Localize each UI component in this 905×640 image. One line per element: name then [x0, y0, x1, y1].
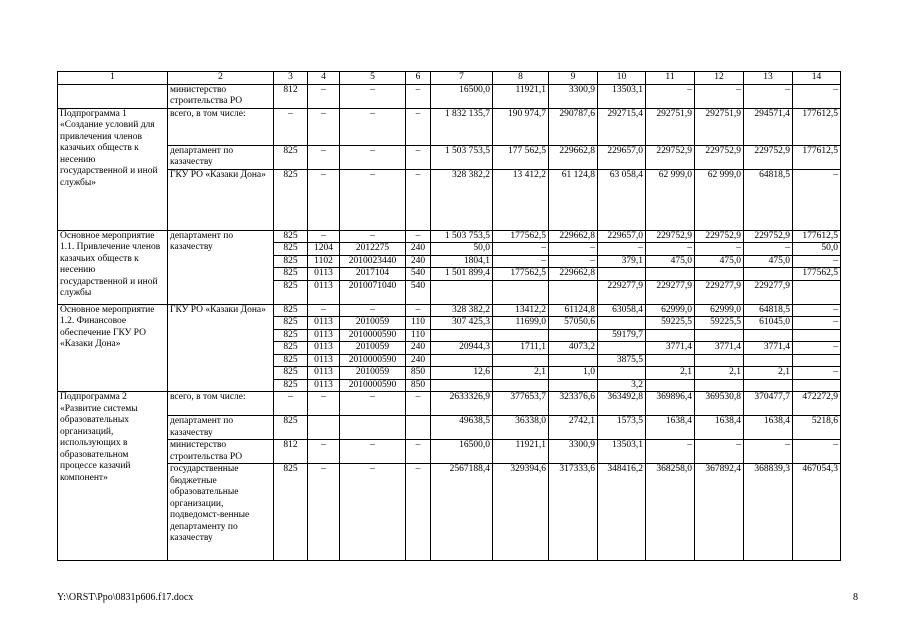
amount-cell: –	[646, 243, 695, 256]
amount-cell: 13503,1	[598, 440, 646, 464]
amount-cell: 177612,5	[793, 145, 841, 169]
code-cell: 2010059	[340, 367, 406, 380]
col-header: 9	[549, 72, 598, 85]
amount-cell: –	[493, 243, 549, 256]
amount-cell: 368258,0	[646, 464, 695, 561]
code-cell: 825	[274, 255, 308, 268]
amount-cell	[793, 280, 841, 304]
table-row	[58, 304, 841, 317]
amount-cell	[646, 379, 695, 392]
amount-cell: –	[646, 84, 695, 108]
code-cell: –	[274, 392, 308, 416]
amount-cell: 367892,4	[695, 464, 744, 561]
amount-cell: 475,0	[695, 255, 744, 268]
amount-cell	[431, 354, 493, 367]
amount-cell: 229662,8	[549, 230, 598, 243]
amount-cell: 2,1	[695, 367, 744, 380]
amount-cell: 177612,5	[793, 230, 841, 243]
amount-cell: 229752,9	[646, 145, 695, 169]
amount-cell: –	[695, 243, 744, 256]
code-cell: 0113	[308, 317, 340, 330]
program-name-cell: Подпрограмма 2 «Развитие системы образовательных организаций, использующих в образовательном процессе казачий компонент»	[58, 392, 168, 561]
amount-cell	[744, 379, 793, 392]
code-cell: –	[340, 304, 406, 317]
amount-cell: 16500,0	[431, 84, 493, 108]
amount-cell: 3,2	[598, 379, 646, 392]
amount-cell: 370477,7	[744, 392, 793, 416]
amount-cell: –	[793, 169, 841, 230]
amount-cell: 379,1	[598, 255, 646, 268]
amount-cell: 13 412,2	[493, 169, 549, 230]
amount-cell: 229752,9	[646, 230, 695, 243]
amount-cell: 59225,5	[646, 317, 695, 330]
amount-cell: –	[744, 84, 793, 108]
amount-cell: 13503,1	[598, 84, 646, 108]
code-cell: 540	[406, 280, 431, 304]
amount-cell: 229277,9	[598, 280, 646, 304]
amount-cell: 1 503 753,5	[431, 230, 493, 243]
amount-cell: 5218,6	[793, 416, 841, 440]
amount-cell: 62999,0	[646, 304, 695, 317]
amount-cell: 229277,9	[744, 280, 793, 304]
amount-cell: 1 503 753,5	[431, 145, 493, 169]
code-cell: 2010000590	[340, 329, 406, 342]
amount-cell: 3771,4	[695, 342, 744, 355]
amount-cell: 290787,6	[549, 108, 598, 145]
amount-cell	[695, 268, 744, 281]
col-header: 14	[793, 72, 841, 85]
code-cell: 0113	[308, 329, 340, 342]
amount-cell: 229752,9	[695, 145, 744, 169]
amount-cell: –	[598, 243, 646, 256]
code-cell: 825	[274, 268, 308, 281]
amount-cell: 229277,9	[646, 280, 695, 304]
amount-cell	[695, 379, 744, 392]
amount-cell: –	[493, 255, 549, 268]
amount-cell: 177562,5	[793, 268, 841, 281]
footer-file-path: Y:\ORST\Ppo\0831p606.f17.docx	[57, 592, 194, 603]
amount-cell: 292715,4	[598, 108, 646, 145]
amount-cell: 229657,0	[598, 145, 646, 169]
amount-cell: 329394,6	[493, 464, 549, 561]
table-row	[58, 84, 841, 108]
executor-cell: департамент по казачеству	[168, 145, 274, 169]
executor-cell: департамент по казачеству	[168, 230, 274, 304]
amount-cell: 13412,2	[493, 304, 549, 317]
code-cell: 2010059	[340, 317, 406, 330]
amount-cell: 307 425,3	[431, 317, 493, 330]
amount-cell	[549, 329, 598, 342]
code-cell: 825	[274, 243, 308, 256]
amount-cell	[493, 329, 549, 342]
amount-cell: 348416,2	[598, 464, 646, 561]
amount-cell: 1638,4	[744, 416, 793, 440]
amount-cell: 62 999,0	[695, 169, 744, 230]
amount-cell: –	[793, 255, 841, 268]
amount-cell: 11921,1	[493, 440, 549, 464]
amount-cell: 177562,5	[493, 268, 549, 281]
amount-cell	[646, 354, 695, 367]
amount-cell: 1 832 135,7	[431, 108, 493, 145]
code-cell: –	[406, 304, 431, 317]
amount-cell	[793, 379, 841, 392]
amount-cell: 1711,1	[493, 342, 549, 355]
code-cell: –	[340, 108, 406, 145]
table-row	[58, 169, 841, 230]
code-cell: 825	[274, 342, 308, 355]
amount-cell: 377653,7	[493, 392, 549, 416]
code-cell: –	[406, 392, 431, 416]
amount-cell: –	[695, 84, 744, 108]
amount-cell: 2,1	[493, 367, 549, 380]
amount-cell	[549, 379, 598, 392]
code-cell	[406, 416, 431, 440]
code-cell: 2010000590	[340, 354, 406, 367]
code-cell: –	[308, 464, 340, 561]
code-cell: –	[308, 304, 340, 317]
code-cell: 825	[274, 280, 308, 304]
amount-cell: –	[549, 243, 598, 256]
code-cell: 825	[274, 464, 308, 561]
amount-cell: –	[793, 84, 841, 108]
amount-cell: –	[646, 440, 695, 464]
amount-cell: 229752,9	[695, 230, 744, 243]
amount-cell: 50,0	[793, 243, 841, 256]
amount-cell: 369896,4	[646, 392, 695, 416]
table-body	[58, 72, 841, 561]
code-cell: 110	[406, 317, 431, 330]
code-cell: 812	[274, 84, 308, 108]
amount-cell: 229752,9	[744, 145, 793, 169]
amount-cell: 1 501 899,4	[431, 268, 493, 281]
col-header: 8	[493, 72, 549, 85]
amount-cell: 317333,6	[549, 464, 598, 561]
header-row	[58, 72, 841, 85]
amount-cell: 475,0	[646, 255, 695, 268]
amount-cell: 1573,5	[598, 416, 646, 440]
amount-cell	[744, 268, 793, 281]
amount-cell	[793, 354, 841, 367]
amount-cell: 3771,4	[744, 342, 793, 355]
code-cell: 0113	[308, 280, 340, 304]
table-row	[58, 230, 841, 243]
col-header: 4	[308, 72, 340, 85]
amount-cell	[493, 280, 549, 304]
amount-cell	[695, 354, 744, 367]
code-cell: 850	[406, 379, 431, 392]
col-header: 7	[431, 72, 493, 85]
program-name-cell: Основное мероприятие 1.1. Привлечение членов казачьих обществ к несению государственной и иной службы	[58, 230, 168, 304]
program-name-cell: Основное мероприятие 1.2. Финансовое обеспечение ГКУ РО «Казаки Дона»	[58, 304, 168, 392]
col-header: 6	[406, 72, 431, 85]
amount-cell: 1638,4	[695, 416, 744, 440]
code-cell: –	[340, 230, 406, 243]
amount-cell: 63 058,4	[598, 169, 646, 230]
executor-cell: ГКУ РО «Казаки Дона»	[168, 169, 274, 230]
code-cell: 825	[274, 230, 308, 243]
amount-cell: 229662,8	[549, 268, 598, 281]
code-cell: –	[406, 145, 431, 169]
code-cell: 0113	[308, 354, 340, 367]
amount-cell: 229657,0	[598, 230, 646, 243]
amount-cell	[431, 329, 493, 342]
amount-cell	[431, 379, 493, 392]
col-header: 1	[58, 72, 168, 85]
amount-cell: 467054,3	[793, 464, 841, 561]
amount-cell: 3875,5	[598, 354, 646, 367]
code-cell: 850	[406, 367, 431, 380]
amount-cell	[549, 354, 598, 367]
amount-cell: –	[793, 440, 841, 464]
amount-cell	[598, 367, 646, 380]
code-cell: –	[406, 108, 431, 145]
code-cell: –	[406, 84, 431, 108]
amount-cell: 323376,6	[549, 392, 598, 416]
amount-cell: 2742,1	[549, 416, 598, 440]
code-cell: –	[340, 464, 406, 561]
amount-cell: 328 382,2	[431, 169, 493, 230]
code-cell: 0113	[308, 367, 340, 380]
executor-cell: министерство строительства РО	[168, 84, 274, 108]
amount-cell: 59179,7	[598, 329, 646, 342]
code-cell: 825	[274, 329, 308, 342]
code-cell: 240	[406, 354, 431, 367]
code-cell: –	[406, 440, 431, 464]
amount-cell: –	[793, 342, 841, 355]
amount-cell: 177612,5	[793, 108, 841, 145]
amount-cell: 229277,9	[695, 280, 744, 304]
amount-cell: 3771,4	[646, 342, 695, 355]
amount-cell: 64818,5	[744, 304, 793, 317]
amount-cell: 1804,1	[431, 255, 493, 268]
code-cell: 0113	[308, 379, 340, 392]
code-cell: –	[406, 169, 431, 230]
code-cell: –	[308, 108, 340, 145]
amount-cell	[793, 329, 841, 342]
amount-cell: 190 974,7	[493, 108, 549, 145]
amount-cell: 1,0	[549, 367, 598, 380]
code-cell: 825	[274, 379, 308, 392]
amount-cell: 2,1	[646, 367, 695, 380]
col-header: 3	[274, 72, 308, 85]
amount-cell	[598, 342, 646, 355]
amount-cell	[598, 317, 646, 330]
amount-cell: 292751,9	[646, 108, 695, 145]
code-cell: 2010059	[340, 342, 406, 355]
amount-cell: –	[695, 440, 744, 464]
code-cell: 240	[406, 243, 431, 256]
code-cell: 825	[274, 317, 308, 330]
code-cell: 812	[274, 440, 308, 464]
code-cell: 0113	[308, 342, 340, 355]
code-cell: –	[308, 230, 340, 243]
executor-cell: департамент по казачеству	[168, 416, 274, 440]
col-header: 12	[695, 72, 744, 85]
amount-cell: 369530,8	[695, 392, 744, 416]
code-cell: –	[308, 169, 340, 230]
code-cell: –	[308, 392, 340, 416]
amount-cell: 12,6	[431, 367, 493, 380]
code-cell: –	[340, 84, 406, 108]
amount-cell: 1638,4	[646, 416, 695, 440]
amount-cell: 363492,8	[598, 392, 646, 416]
amount-cell: 368839,3	[744, 464, 793, 561]
code-cell: 825	[274, 145, 308, 169]
amount-cell: 2633326,9	[431, 392, 493, 416]
code-cell: 240	[406, 342, 431, 355]
program-name-cell: Подпрограмма 1 «Создание условий для привлечения членов казачьих обществ к несению государственной и иной службы»	[58, 108, 168, 230]
amount-cell: 3300,9	[549, 440, 598, 464]
code-cell: 540	[406, 268, 431, 281]
amount-cell: 177562,5	[493, 230, 549, 243]
amount-cell: 61124,8	[549, 304, 598, 317]
code-cell: –	[406, 230, 431, 243]
amount-cell: –	[793, 317, 841, 330]
amount-cell	[646, 268, 695, 281]
code-cell: 825	[274, 416, 308, 440]
code-cell: –	[274, 108, 308, 145]
code-cell: –	[340, 169, 406, 230]
code-cell: 1204	[308, 243, 340, 256]
code-cell: –	[308, 84, 340, 108]
code-cell: 0113	[308, 268, 340, 281]
amount-cell: 292751,9	[695, 108, 744, 145]
amount-cell: 229752,9	[744, 230, 793, 243]
program-name-cell	[58, 84, 168, 108]
code-cell: 2012275	[340, 243, 406, 256]
col-header: 5	[340, 72, 406, 85]
code-cell: 2010023440	[340, 255, 406, 268]
code-cell: –	[308, 145, 340, 169]
amount-cell: 2567188,4	[431, 464, 493, 561]
amount-cell: 328 382,2	[431, 304, 493, 317]
amount-cell: 49638,5	[431, 416, 493, 440]
amount-cell: –	[744, 243, 793, 256]
amount-cell: 4073,2	[549, 342, 598, 355]
amount-cell	[744, 354, 793, 367]
code-cell: –	[340, 145, 406, 169]
col-header: 11	[646, 72, 695, 85]
code-cell: 110	[406, 329, 431, 342]
col-header: 10	[598, 72, 646, 85]
amount-cell: 2,1	[744, 367, 793, 380]
code-cell: 2010000590	[340, 379, 406, 392]
code-cell: 240	[406, 255, 431, 268]
budget-table	[57, 71, 841, 561]
amount-cell	[646, 329, 695, 342]
amount-cell: –	[793, 304, 841, 317]
code-cell: 2010071040	[340, 280, 406, 304]
col-header: 13	[744, 72, 793, 85]
amount-cell: 177 562,5	[493, 145, 549, 169]
table-row	[58, 392, 841, 416]
executor-cell: всего, в том числе:	[168, 108, 274, 145]
amount-cell: 20944,3	[431, 342, 493, 355]
executor-cell: всего, в том числе:	[168, 392, 274, 416]
code-cell: 825	[274, 367, 308, 380]
amount-cell: 57050,6	[549, 317, 598, 330]
amount-cell: 11921,1	[493, 84, 549, 108]
code-cell: 825	[274, 304, 308, 317]
amount-cell: 63058,4	[598, 304, 646, 317]
amount-cell	[493, 354, 549, 367]
executor-cell: министерство строительства РО	[168, 440, 274, 464]
amount-cell: –	[549, 255, 598, 268]
amount-cell	[695, 329, 744, 342]
executor-cell: ГКУ РО «Казаки Дона»	[168, 304, 274, 392]
amount-cell: 50,0	[431, 243, 493, 256]
amount-cell: 36338,0	[493, 416, 549, 440]
amount-cell	[493, 379, 549, 392]
amount-cell	[549, 280, 598, 304]
amount-cell	[431, 280, 493, 304]
executor-cell: государственные бюджетные образовательные организации, подведомст-венные департаменту по казачеству	[168, 464, 274, 561]
amount-cell	[744, 329, 793, 342]
table-row	[58, 440, 841, 464]
amount-cell: 64818,5	[744, 169, 793, 230]
amount-cell: –	[744, 440, 793, 464]
amount-cell: 475,0	[744, 255, 793, 268]
amount-cell: 61 124,8	[549, 169, 598, 230]
amount-cell: 62 999,0	[646, 169, 695, 230]
code-cell: 1102	[308, 255, 340, 268]
page-number: 8	[853, 592, 858, 603]
amount-cell: 16500,0	[431, 440, 493, 464]
code-cell: –	[340, 440, 406, 464]
code-cell: –	[406, 464, 431, 561]
amount-cell: 11699,0	[493, 317, 549, 330]
amount-cell: 294571,4	[744, 108, 793, 145]
table-row	[58, 464, 841, 561]
code-cell: 825	[274, 354, 308, 367]
code-cell: 2017104	[340, 268, 406, 281]
table-row	[58, 108, 841, 145]
amount-cell	[598, 268, 646, 281]
code-cell: –	[308, 440, 340, 464]
amount-cell: –	[793, 367, 841, 380]
amount-cell: 61045,0	[744, 317, 793, 330]
code-cell	[308, 416, 340, 440]
amount-cell: 3300,9	[549, 84, 598, 108]
col-header: 2	[168, 72, 274, 85]
code-cell	[340, 416, 406, 440]
amount-cell: 472272,9	[793, 392, 841, 416]
amount-cell: 59225,5	[695, 317, 744, 330]
amount-cell: 229662,8	[549, 145, 598, 169]
table-row	[58, 416, 841, 440]
amount-cell: 62999,0	[695, 304, 744, 317]
code-cell: 825	[274, 169, 308, 230]
table-row	[58, 145, 841, 169]
code-cell: –	[340, 392, 406, 416]
